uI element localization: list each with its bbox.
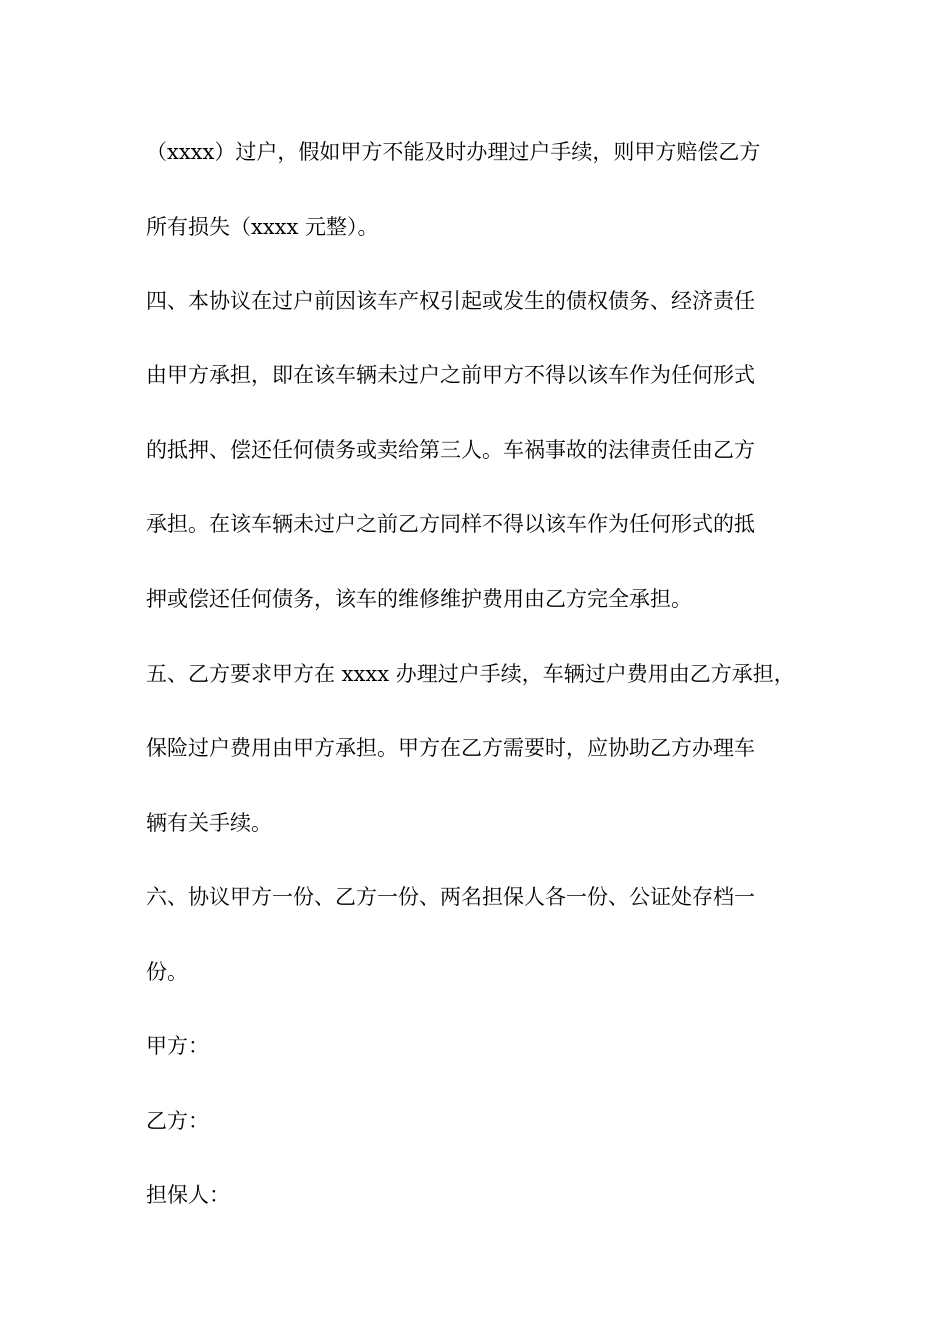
- party-a-label: 甲方：: [146, 1034, 209, 1058]
- paragraph-line-2: 所有损失（xxxx 元整）。: [146, 215, 379, 239]
- clause-five-line-1: 五、乙方要求甲方在 xxxx 办理过户手续，车辆过户费用由乙方承担，: [146, 662, 795, 686]
- paragraph-line-1: （xxxx）过户，假如甲方不能及时办理过户手续，则甲方赔偿乙方: [146, 140, 761, 164]
- clause-four-line-1: 四、本协议在过户前因该车产权引起或发生的债权债务、经济责任: [146, 289, 755, 313]
- clause-six-line-1: 六、协议甲方一份、乙方一份、两名担保人各一份、公证处存档一: [146, 885, 755, 909]
- party-b-label: 乙方：: [146, 1109, 209, 1133]
- clause-five-line-2: 保险过户费用由甲方承担。甲方在乙方需要时，应协助乙方办理车: [146, 736, 755, 760]
- clause-four-line-5: 押或偿还任何债务，该车的维修维护费用由乙方完全承担。: [146, 587, 692, 611]
- clause-four-line-3: 的抵押、偿还任何债务或卖给第三人。车祸事故的法律责任由乙方: [146, 438, 755, 462]
- guarantor-label: 担保人：: [146, 1183, 230, 1207]
- clause-four-line-4: 承担。在该车辆未过户之前乙方同样不得以该车作为任何形式的抵: [146, 512, 755, 536]
- clause-four-line-2: 由甲方承担，即在该车辆未过户之前甲方不得以该车作为任何形式: [146, 363, 755, 387]
- clause-five-line-3: 辆有关手续。: [146, 811, 272, 835]
- clause-six-line-2: 份。: [146, 960, 188, 984]
